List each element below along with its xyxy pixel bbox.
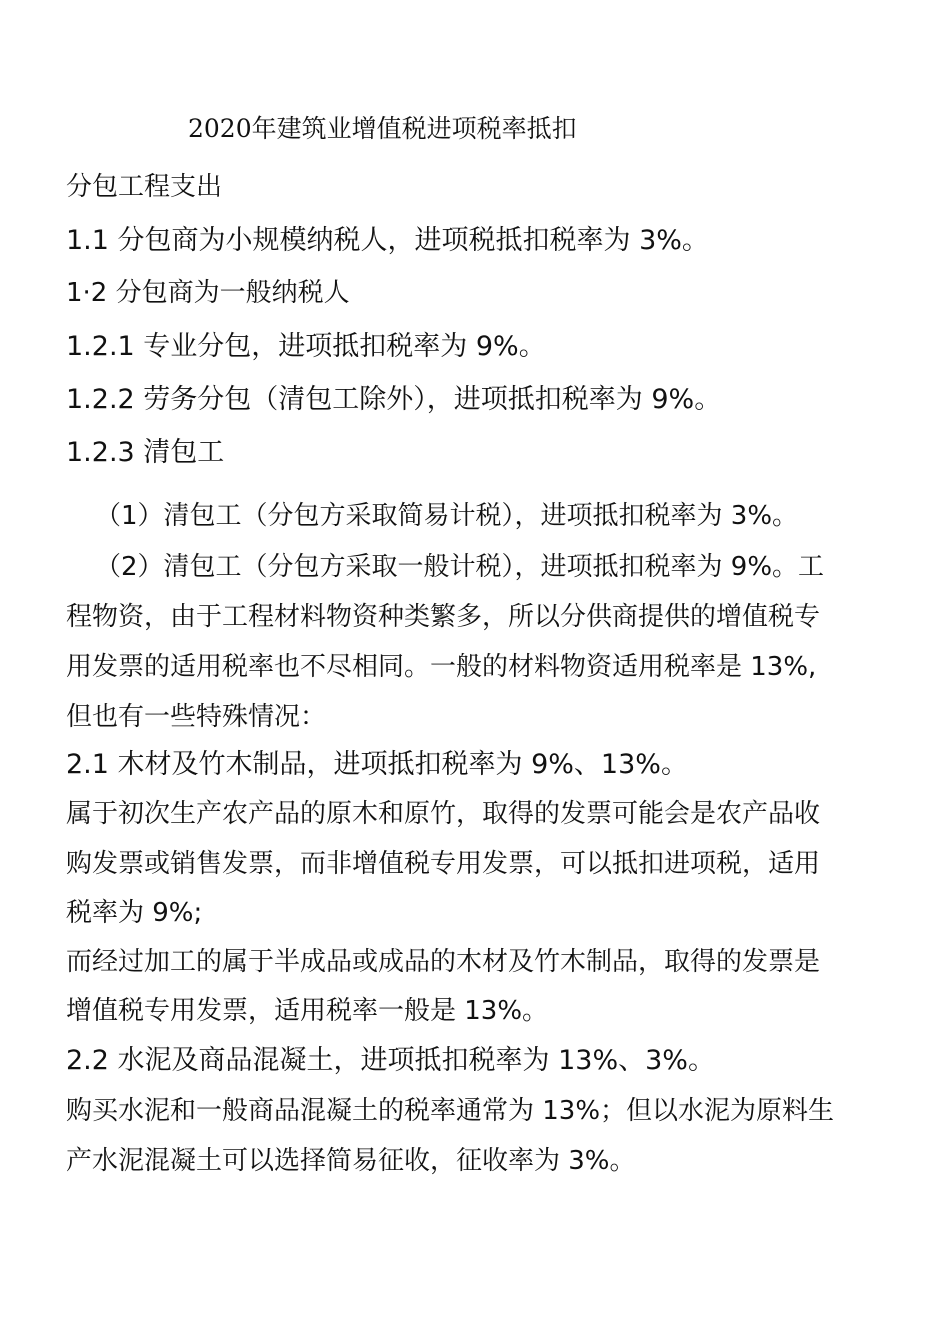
document-title: 2020年建筑业增值税进项税率抵扣: [188, 114, 577, 143]
paragraph-line: 购买水泥和一般商品混凝土的税率通常为 13%；但以水泥为原料生: [66, 1096, 835, 1126]
item-1-2: 1·2 分包商为一般纳税人: [66, 278, 350, 308]
item-1-2-2: 1.2.2 劳务分包（清包工除外），进项抵扣税率为 9%。: [66, 384, 722, 415]
item-2-2: 2.2 水泥及商品混凝土，进项抵扣税率为 13%、3%。: [66, 1045, 715, 1076]
item-1-2-3: 1.2.3 清包工: [66, 437, 225, 468]
item-1-1: 1.1 分包商为小规模纳税人，进项税抵扣税率为 3%。: [66, 225, 709, 256]
paragraph-line: 增值税专用发票，适用税率一般是 13%。: [66, 996, 549, 1026]
section-heading-subcontract: 分包工程支出: [66, 172, 223, 202]
sub-item-2: （2）清包工（分包方采取一般计税），进项抵扣税率为 9%。工: [95, 552, 825, 582]
item-2-1: 2.1 木材及竹木制品，进项抵扣税率为 9%、13%。: [66, 749, 688, 780]
item-1-2-1: 1.2.1 专业分包，进项抵扣税率为 9%。: [66, 331, 546, 362]
paragraph-line: 用发票的适用税率也不尽相同。一般的材料物资适用税率是 13%,: [66, 652, 817, 682]
paragraph-line: 但也有一些特殊情况：: [66, 702, 327, 732]
paragraph-line: 购发票或销售发票，而非增值税专用发票，可以抵扣进项税，适用: [66, 849, 821, 879]
sub-item-1: （1）清包工（分包方采取简易计税），进项抵扣税率为 3%。: [95, 501, 799, 531]
paragraph-line: 而经过加工的属于半成品或成品的木材及竹木制品，取得的发票是: [66, 947, 821, 977]
paragraph-line: 属于初次生产农产品的原木和原竹，取得的发票可能会是农产品收: [66, 799, 821, 829]
paragraph-line: 程物资，由于工程材料物资种类繁多，所以分供商提供的增值税专: [66, 602, 821, 632]
paragraph-line: 税率为 9%;: [66, 898, 203, 928]
paragraph-line: 产水泥混凝土可以选择简易征收，征收率为 3%。: [66, 1146, 636, 1176]
